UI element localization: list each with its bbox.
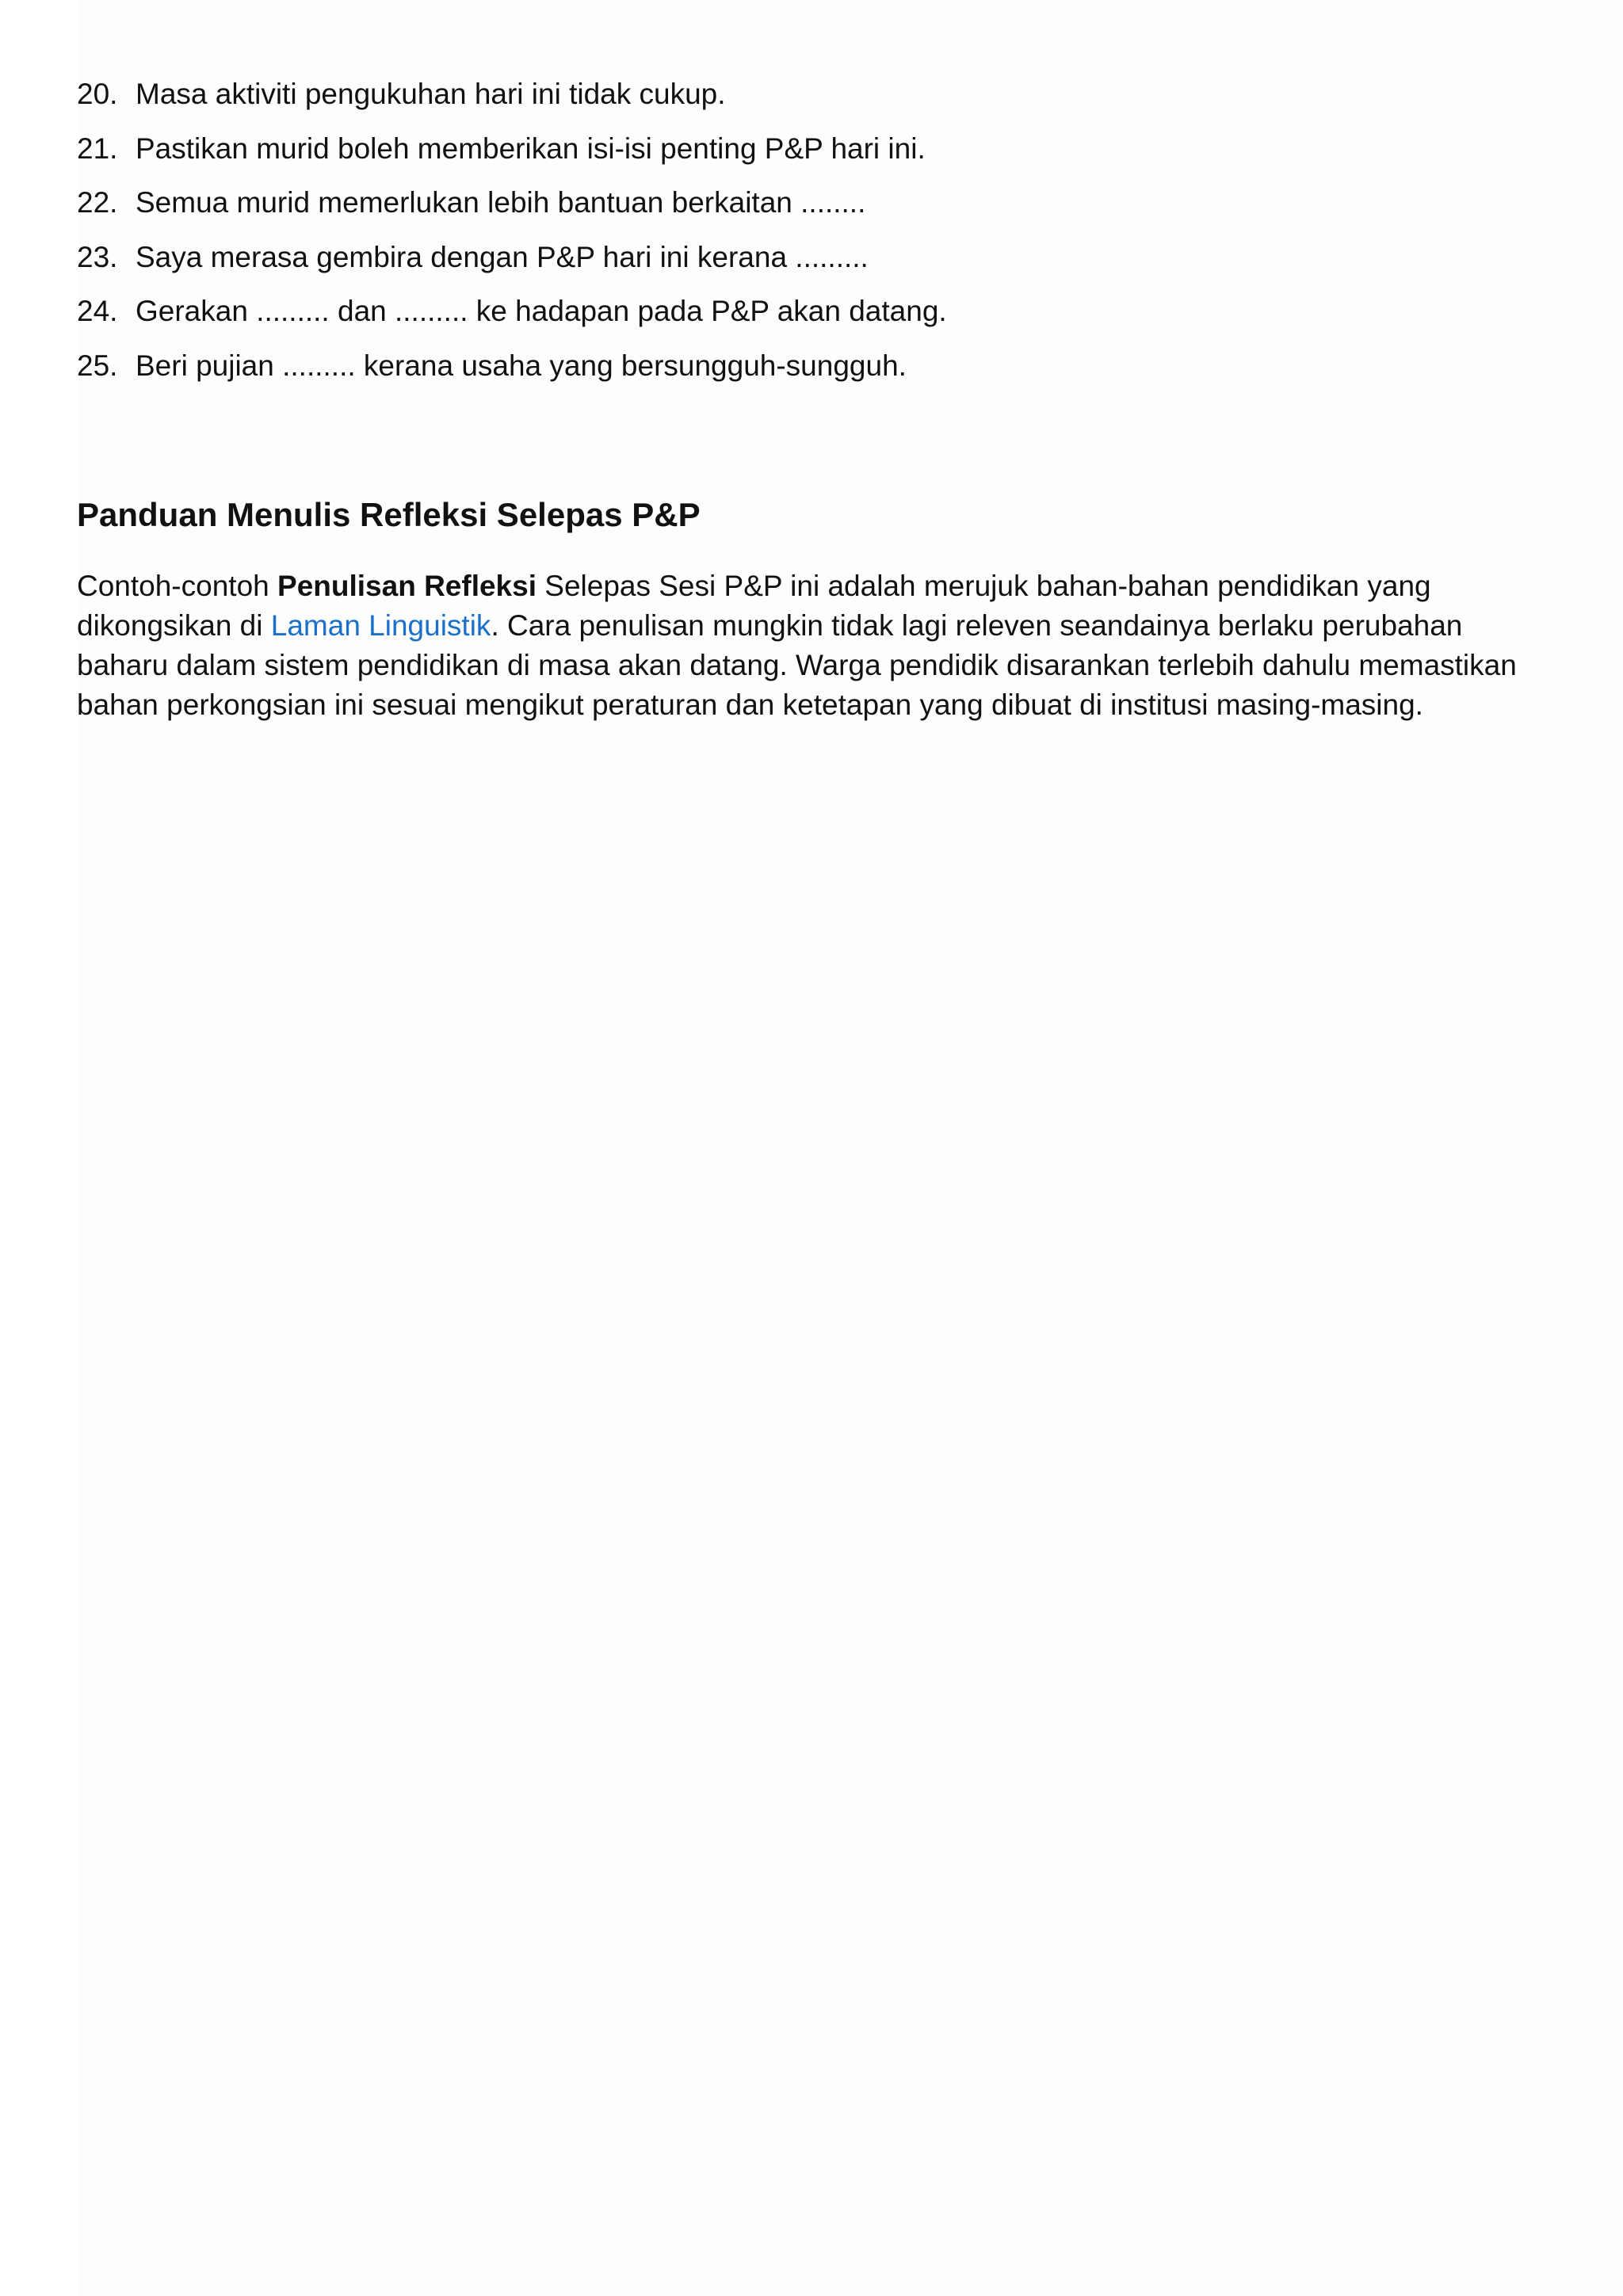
list-item-text: Gerakan ......... dan ......... ke hadapan pada P&P akan datang. [136, 295, 947, 327]
list-item-text: Pastikan murid boleh memberikan isi-isi penting P&P hari ini. [136, 132, 926, 165]
document-content [77, 75, 1567, 721]
list-item-number: 25. [77, 349, 118, 382]
paragraph-line [77, 566, 1567, 606]
list-item [77, 75, 1567, 130]
list-item [77, 347, 1567, 402]
list-item-number: 22. [77, 186, 118, 219]
list-item [77, 130, 1567, 185]
paragraph-line [77, 606, 1567, 646]
list-item-text: Beri pujian ......... kerana usaha yang bersungguh-sungguh. [136, 349, 907, 382]
list-item-number: 24. [77, 295, 118, 327]
list-item [77, 184, 1567, 238]
paragraph-text: Contoh-contoh [77, 570, 278, 602]
list-item-number: 20. [77, 78, 118, 110]
list-item-text: Semua murid memerlukan lebih bantuan berkaitan ........ [136, 186, 866, 219]
list-item-number: 23. [77, 240, 118, 273]
paragraph-line: bahan perkongsian ini sesuai mengikut peraturan dan ketetapan yang dibuat di institusi masing-masing. [77, 688, 1423, 721]
paragraph-text: . Cara penulisan mungkin tidak lagi releven seandainya berlaku perubahan [491, 609, 1463, 642]
section-heading: Panduan Menulis Refleksi Selepas P&P [77, 496, 701, 533]
list-item-text: Masa aktiviti pengukuhan hari ini tidak cukup. [136, 78, 726, 110]
list-item [77, 292, 1567, 347]
section-paragraph [77, 566, 1567, 725]
paragraph-text: Selepas Sesi P&P ini adalah merujuk bahan-bahan pendidikan yang [536, 570, 1431, 602]
list-item [77, 238, 1567, 293]
paragraph-bold-text: Penulisan Refleksi [277, 570, 537, 602]
paragraph-line: baharu dalam sistem pendidikan di masa akan datang. Warga pendidik disarankan terlebih dahulu memastikan [77, 649, 1517, 681]
paragraph-text: dikongsikan di [77, 609, 271, 642]
laman-linguistik-link[interactable]: Laman Linguistik [270, 609, 491, 642]
list-item-text: Saya merasa gembira dengan P&P hari ini kerana ......... [136, 240, 869, 273]
list-item-number: 21. [77, 132, 118, 165]
reflection-list [77, 75, 1567, 401]
